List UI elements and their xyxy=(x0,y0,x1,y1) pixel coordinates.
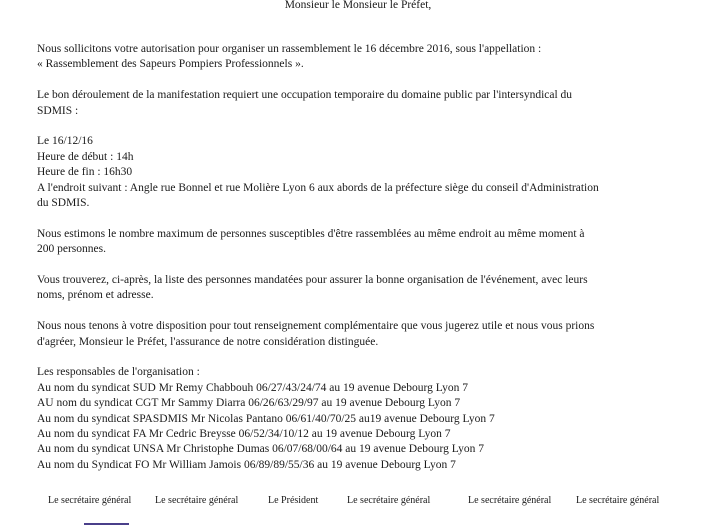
signature-label: Le Président xyxy=(268,495,319,506)
text-line: noms, prénom et adresse. xyxy=(37,289,154,302)
paragraph-schedule xyxy=(37,134,667,211)
paragraph-request xyxy=(37,42,667,73)
text-line: 200 personnes. xyxy=(37,243,106,256)
paragraph-organizers xyxy=(37,365,667,473)
text-line: Nous sollicitons votre autorisation pour organiser un rassemblement le 16 décembre 2016, sous l'appellation : xyxy=(37,43,542,55)
signature-row xyxy=(0,494,716,510)
paragraph-mandated-list xyxy=(37,273,667,304)
end-time-line: Heure de fin : 16h30 xyxy=(37,166,133,179)
paragraph-occupation xyxy=(37,88,667,119)
text-line: Vous trouverez, ci-après, la liste des personnes mandatées pour assurer la bonne organisation de l'événement, avec leurs xyxy=(37,274,588,287)
paragraph-attendance xyxy=(37,227,667,258)
signature-label: Le secrétaire général xyxy=(155,495,239,506)
salutation: Monsieur le Monsieur le Préfet, xyxy=(284,0,432,11)
organizer-entry: Au nom du syndicat FA Mr Cedric Breysse 06/52/34/10/12 au 19 avenue Debourg Lyon 7 xyxy=(37,428,451,441)
text-line: Le bon déroulement de la manifestation requiert une occupation temporaire du domaine public par l'intersyndical du xyxy=(37,89,573,102)
organizer-entry: Au nom du syndicat SPASDMIS Mr Nicolas Pantano 06/61/40/70/25 au19 avenue Debourg Lyon 7 xyxy=(37,412,495,425)
signature-label: Le secrétaire général xyxy=(48,495,132,506)
location-line: A l'endroit suivant : Angle rue Bonnel et rue Molière Lyon 6 aux abords de la préfecture siège du conseil d'Administration xyxy=(37,181,599,194)
text-line: d'agréer, Monsieur le Préfet, l'assurance de notre considération distinguée. xyxy=(37,335,379,348)
organizer-entry: Au nom du syndicat UNSA Mr Christophe Dumas 06/07/68/00/64 au 19 avenue Debourg Lyon 7 xyxy=(37,443,484,456)
organizers-heading: Les responsables de l'organisation : xyxy=(37,366,200,379)
text-line: Nous nous tenons à votre disposition pour tout renseignement complémentaire que vous jugerez utile et nous vous prions xyxy=(37,320,595,333)
organizer-entry: AU nom du syndicat CGT Mr Sammy Diarra 06/26/63/29/97 au 19 avenue Debourg Lyon 7 xyxy=(37,397,461,410)
text-line: Nous estimons le nombre maximum de personnes susceptibles d'être rassemblées au même endroit au même moment à xyxy=(37,227,585,240)
signature-label: Le secrétaire général xyxy=(347,495,431,506)
start-time-line: Heure de début : 14h xyxy=(37,150,134,163)
paragraph-closing xyxy=(37,319,667,350)
text-line: SDMIS : xyxy=(37,104,79,117)
signature-label: Le secrétaire général xyxy=(576,495,660,506)
signature-label: Le secrétaire général xyxy=(468,495,552,506)
organizer-entry: Au nom du Syndicat FO Mr William Jamois 06/89/89/55/36 au 19 avenue Debourg Lyon 7 xyxy=(37,458,456,471)
location-line-cont: du SDMIS. xyxy=(37,197,90,210)
organizer-entry: Au nom du syndicat SUD Mr Remy Chabbouh 06/27/43/24/74 au 19 avenue Debourg Lyon 7 xyxy=(37,381,468,394)
text-line: « Rassemblement des Sapeurs Pompiers Professionnels ». xyxy=(37,58,304,71)
letter-body xyxy=(37,42,667,489)
date-line: Le 16/12/16 xyxy=(37,135,93,148)
